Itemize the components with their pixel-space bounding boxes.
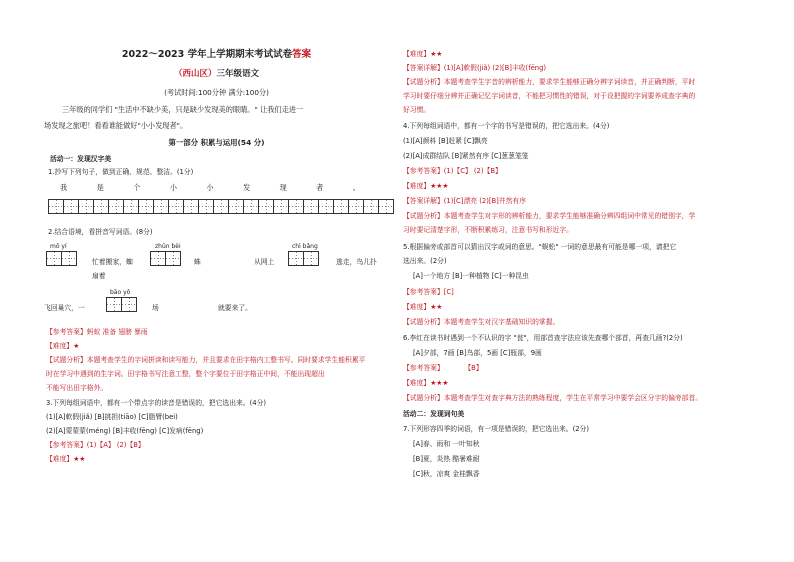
- intro-line-1: 三年级的同学们 "生活中不缺少美，只是缺少发现美的眼睛。" 让我们走进一: [62, 105, 304, 114]
- question-4-row-1: (1)[A]颜料 [B]赶紧 [C]飘亮: [403, 137, 488, 145]
- difficulty-label: 【难度】: [403, 379, 431, 387]
- answer-3: [46, 441, 145, 450]
- difficulty-3: [46, 455, 85, 464]
- difficulty-stars: ★: [73, 342, 80, 350]
- pinyin-grid-4[interactable]: [106, 297, 136, 312]
- answer-value: (1)【C】 (2)【B】: [443, 167, 502, 175]
- analysis-label: 【试题分析】: [403, 78, 444, 86]
- question-3-row-2: (2)[A]蒙蒙蒙(méng) [B]丰收(fēng) [C]发病(fēng): [46, 427, 204, 435]
- question-7-option-a: [A]春、雨和 一叶知秋: [413, 440, 480, 448]
- analysis-label: 【试题分析】: [403, 394, 444, 402]
- question-5-line-2: 选出来。(2分): [403, 257, 447, 265]
- analysis-4-line-1: [403, 212, 695, 221]
- answer-value: (1)【A】 (2)【B】: [86, 441, 145, 449]
- analysis-text: 本题考查学生的字词拼读和读写能力，并且要求在田字格内工整书写。同时要求学生能积累平: [86, 356, 366, 364]
- explanation-label: 【答案详解】: [403, 64, 444, 72]
- analysis-text: 本题考查学生对查字典方法的熟练程度，学生在平常学习中要学会区分字的偏旁部首。: [443, 394, 703, 402]
- sentence-char: 我: [60, 183, 68, 192]
- sentence-char: 现: [279, 183, 287, 192]
- question-5-options: [A]一个地方 [B]一种植物 [C]一种昆虫: [413, 272, 529, 280]
- question-1-sentence: [60, 183, 360, 192]
- difficulty-stars: ★★: [430, 50, 443, 58]
- pinyin-3: chì bǎng: [292, 243, 318, 250]
- difficulty-label: 【难度】: [403, 182, 431, 190]
- analysis-3-line-2: 学习时要仔细分辨并正确记忆字词读音，不能把习惯性的错误，对于设把握的字词要养成查字典的: [403, 92, 696, 100]
- intro-line-2: 场发现之旅吧！看看谁能做好"小小发现者"。: [44, 121, 188, 130]
- q2-text-d: 逃走，鸟儿扑: [336, 258, 377, 266]
- analysis-6: [403, 394, 702, 403]
- answer-label: 【参考答案】: [403, 167, 444, 175]
- q2-text-b: 蛛: [194, 258, 201, 266]
- question-5-line-1: 5.根据偏旁或部首可以猜出汉字或词的意思。"蜈蚣" 一词的意思最有可能是哪一项，请把它: [403, 243, 677, 251]
- q2-text-c: 从网上: [254, 258, 275, 266]
- pinyin-1: mǒ yí: [50, 243, 67, 250]
- analysis-text: 本题考查学生字音的辨析能力，要求学生能够正确分辨字词读音，并正确判断，平时: [443, 78, 696, 86]
- part-one-heading: 第一部分 积累与运用(54 分): [168, 138, 265, 147]
- explanation-label: 【答案详解】: [403, 197, 444, 205]
- analysis-3-line-3: 好习惯。: [403, 106, 431, 114]
- difficulty-stars: ★★★: [430, 379, 449, 387]
- answer-label: 【参考答案】: [46, 441, 87, 449]
- subtitle: [44, 70, 389, 79]
- analysis-text: 本题考查学生对汉字基础知识的掌握。: [443, 318, 560, 326]
- q2-text-e: 扇着: [92, 272, 106, 280]
- pinyin-grid-1[interactable]: [46, 251, 76, 266]
- analysis-2-line-2: 时在学习中遇到的生字词。田字格书写注意工整，整个字要位于田字格正中间，不能出现超出: [46, 370, 325, 378]
- question-1: 1.抄写下列句子，做到正确、规范、整洁。(1分): [48, 168, 194, 176]
- analysis-text: 本题考查学生对字形的辨析能力，要求学生能够准确分辨四组词中常见的错别字，学: [443, 212, 696, 220]
- question-6-options: [A]夕部，7画 [B]鸟部，5画 [C]瓶部，9画: [413, 349, 542, 357]
- analysis-2-line-1: [46, 356, 365, 365]
- analysis-label: 【试题分析】: [46, 356, 87, 364]
- question-4: 4.下列每组词语中，都有一个字的书写是错误的，把它选出来。(4分): [403, 122, 610, 130]
- answer-4: [403, 167, 502, 176]
- answer-2: [46, 328, 148, 337]
- answer-6: [403, 364, 483, 373]
- answer-label: 【参考答案】: [403, 364, 444, 372]
- analysis-5: [403, 318, 559, 327]
- q2-text-h: 就要来了。: [218, 304, 252, 312]
- exam-title: [44, 50, 389, 59]
- sentence-char: 。: [352, 183, 360, 192]
- analysis-label: 【试题分析】: [403, 212, 444, 220]
- subject: 三年级语文: [216, 69, 260, 79]
- question-7-option-b: [B]夏，炎热 酷暑难耐: [413, 455, 480, 463]
- answer-value: 蚂蚁 准备 翅膀 暴雨: [86, 328, 148, 336]
- q2-text-a: 忙着搬家，蜘: [92, 258, 133, 266]
- explanation-value: (1)[C]漂亮 (2)[B]井然有序: [443, 197, 526, 205]
- sentence-char: 个: [133, 183, 141, 192]
- pinyin-4: bāo yǒ: [110, 289, 131, 296]
- district: （西山区）: [173, 69, 217, 79]
- pinyin-2: zhūn bèi: [155, 243, 181, 250]
- question-7: 7.下列形容四季的词语，有一项是错误的，把它选出来。(2分): [403, 425, 590, 433]
- q2-text-f: 飞回巢穴，一: [44, 304, 85, 312]
- q2-text-g: 场: [152, 304, 159, 312]
- title-answer: 答案: [292, 49, 312, 60]
- pinyin-grid-2[interactable]: [150, 251, 180, 266]
- difficulty-stars: ★★★: [430, 182, 449, 190]
- difficulty-2: [46, 342, 79, 351]
- difficulty-4: [403, 182, 448, 191]
- answer-label: 【参考答案】: [403, 288, 444, 296]
- explanation-3: [403, 64, 546, 73]
- question-4-row-2: (2)[A]成群结队 [B]紧然有序 [C]葱葱笼笼: [403, 152, 529, 160]
- difficulty-stars: ★★: [430, 303, 443, 311]
- question-6: 6.李红在读书时遇到一个不认识的字 "瓮"，用部首查字法应该先查哪个部首，再查几画?(2分): [403, 334, 683, 342]
- explanation-value: (1)[A]軟假(jiǎ) (2)[B]丰收(fēng): [443, 64, 547, 72]
- answer-label: 【参考答案】: [46, 328, 87, 336]
- title-main: 2022～2023 学年上学期期末考试试卷: [121, 49, 293, 60]
- difficulty-label: 【难度】: [46, 455, 74, 463]
- activity-two-heading: 活动二：发现词句美: [403, 410, 465, 418]
- copy-grid[interactable]: [48, 199, 393, 214]
- activity-one-heading: 活动一：发现汉字美: [50, 155, 112, 163]
- difficulty-stars: ★★: [73, 455, 86, 463]
- answer-5: [403, 288, 454, 297]
- explanation-4: [403, 197, 526, 206]
- analysis-3-line-1: [403, 78, 695, 87]
- exam-time: (考试时间:100分钟 满分:100分): [164, 88, 269, 97]
- analysis-label: 【试题分析】: [403, 318, 444, 326]
- difficulty-5: [403, 303, 442, 312]
- question-7-option-c: [C]秋，凉爽 金桂飘香: [413, 470, 480, 478]
- pinyin-grid-3[interactable]: [288, 251, 318, 266]
- analysis-2-line-3: 不能写出田字格外。: [46, 384, 108, 392]
- sentence-char: 小: [169, 183, 177, 192]
- question-2: 2.结合语境，看拼音写词语。(8分): [48, 228, 153, 236]
- sentence-char: 者: [316, 183, 324, 192]
- answer-value: [C]: [443, 288, 454, 296]
- difficulty-r1: [403, 50, 442, 59]
- answer-value: 【B】: [467, 364, 483, 372]
- difficulty-6: [403, 379, 448, 388]
- difficulty-label: 【难度】: [46, 342, 74, 350]
- question-3: 3.下列每组词语中，都有一个带点字的读音是错误的，把它选出来。(4分): [46, 399, 267, 407]
- sentence-char: 是: [96, 183, 104, 192]
- difficulty-label: 【难度】: [403, 50, 431, 58]
- difficulty-label: 【难度】: [403, 303, 431, 311]
- analysis-4-line-2: 习时要记清楚字形，不断积累练习，注意书写和形近字。: [403, 226, 573, 234]
- sentence-char: 小: [206, 183, 214, 192]
- sentence-char: 发: [242, 183, 251, 192]
- question-3-row-1: (1)[A]軟假(jiǎ) [B]挑担(tiāo) [C]脂臂(bei): [46, 413, 178, 421]
